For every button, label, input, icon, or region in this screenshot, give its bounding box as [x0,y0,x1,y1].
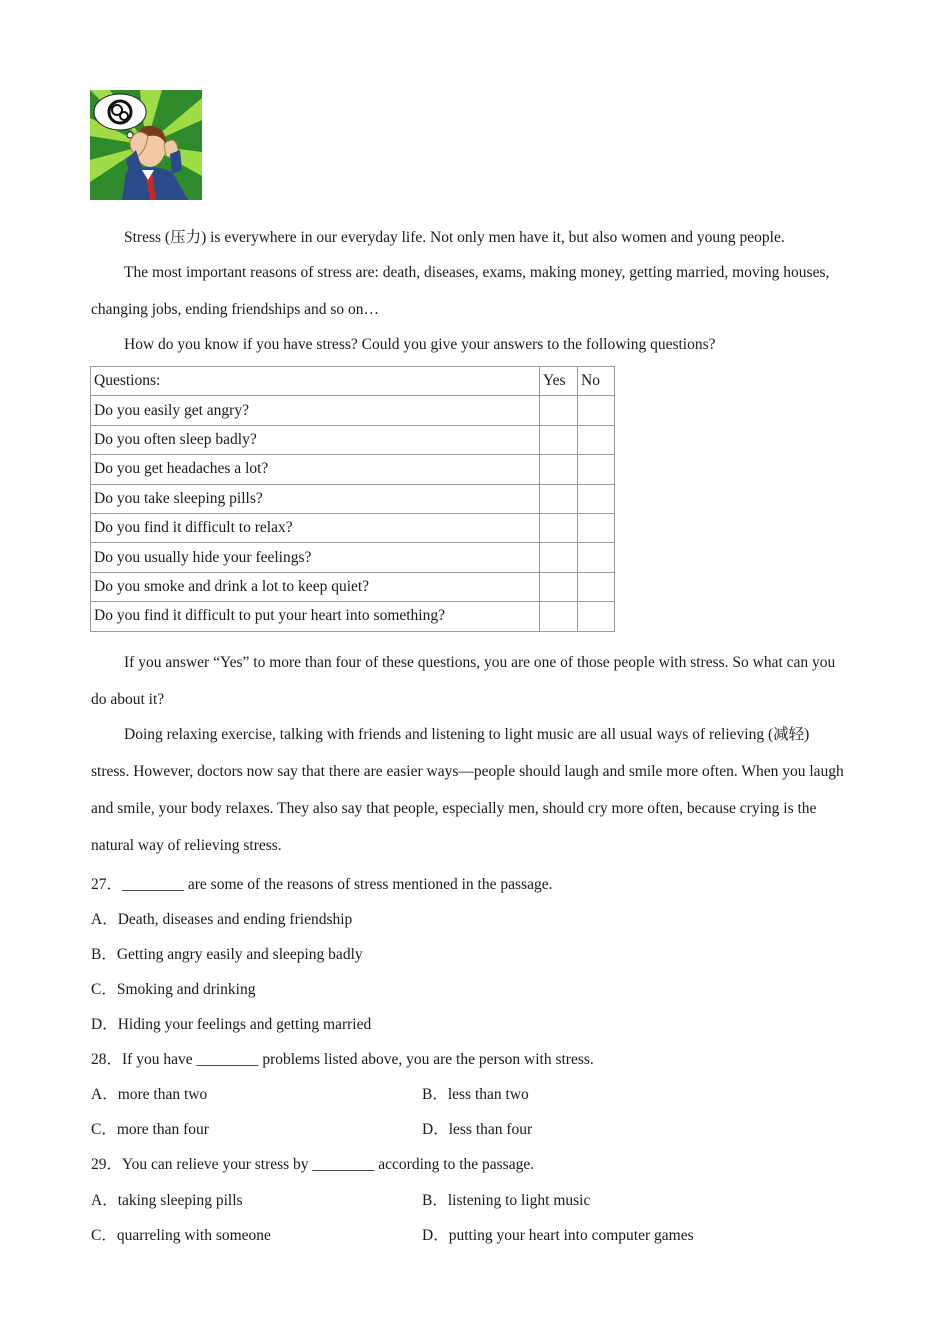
table-row [91,513,615,542]
survey-question: Do you take sleeping pills? [91,484,540,513]
question-29-stem: 29．You can relieve your stress by ________ according to the passage. [91,1156,535,1173]
question-28-option-d: D．less than four [422,1121,533,1138]
question-27-option-b: B．Getting angry easily and sleeping badly [91,946,363,963]
question-27-stem: 27．________ are some of the reasons of stress mentioned in the passage. [91,876,553,893]
intro-paragraph-1: Stress (压力) is everywhere in our everyday life. Not only men have it, but also women and young people. [124,229,785,246]
no-cell [578,455,615,484]
question-29-option-c: C．quarreling with someone [91,1227,271,1244]
survey-question: Do you find it difficult to put your heart into something? [91,602,540,631]
question-28-stem: 28．If you have ________ problems listed above, you are the person with stress. [91,1051,594,1068]
intro-paragraph-2: The most important reasons of stress are: death, diseases, exams, making money, getting married, moving houses, changing jobs, ending friendships and so on… [91,264,830,318]
table-row [91,484,615,513]
question-28-option-a: A．more than two [91,1086,208,1103]
question-29-option-a: A．taking sleeping pills [91,1192,243,1209]
yes-cell [540,572,578,601]
yes-cell [540,425,578,454]
body-paragraph-4: If you answer “Yes” to more than four of these questions, you are one of those people with stress. So what can you do about it? [91,654,836,708]
question-28-option-c: C．more than four [91,1121,209,1138]
yes-cell [540,513,578,542]
table-row [91,396,615,425]
yes-cell [540,602,578,631]
question-27-option-c: C．Smoking and drinking [91,981,256,998]
yes-header: Yes [540,367,578,396]
table-row [91,602,615,631]
table-row [91,455,615,484]
table-row [91,572,615,601]
stress-survey-table [90,366,615,632]
body-paragraph-5: Doing relaxing exercise, talking with friends and listening to light music are all usual ways of relieving (减轻) stress. However, doctors now say that there are easier ways—people should laugh and smile more often. When you laugh and smile, your body relaxes. They also say that people, especially men, should cry more often, because crying is the natural way of relieving stress. [91,726,844,854]
question-29-option-d: D．putting your heart into computer games [422,1227,694,1244]
no-cell [578,543,615,572]
question-28-option-b: B．less than two [422,1086,529,1103]
no-header: No [578,367,615,396]
questions-header: Questions: [91,367,540,396]
yes-cell [540,543,578,572]
yes-cell [540,455,578,484]
survey-question: Do you find it difficult to relax? [91,513,540,542]
no-cell [578,602,615,631]
yes-cell [540,396,578,425]
yes-cell [540,484,578,513]
question-27-option-d: D．Hiding your feelings and getting married [91,1016,372,1033]
no-cell [578,572,615,601]
survey-question: Do you usually hide your feelings? [91,543,540,572]
table-row [91,543,615,572]
survey-question: Do you get headaches a lot? [91,455,540,484]
survey-question: Do you easily get angry? [91,396,540,425]
no-cell [578,484,615,513]
survey-question: Do you often sleep badly? [91,425,540,454]
survey-question: Do you smoke and drink a lot to keep quiet? [91,572,540,601]
question-29-option-b: B．listening to light music [422,1192,591,1209]
question-27-option-a: A．Death, diseases and ending friendship [91,911,353,928]
intro-paragraph-3: How do you know if you have stress? Could you give your answers to the following questions? [124,336,716,353]
table-row [91,425,615,454]
no-cell [578,396,615,425]
table-header-row [91,367,615,396]
stressed-man-illustration [90,90,202,200]
no-cell [578,425,615,454]
no-cell [578,513,615,542]
